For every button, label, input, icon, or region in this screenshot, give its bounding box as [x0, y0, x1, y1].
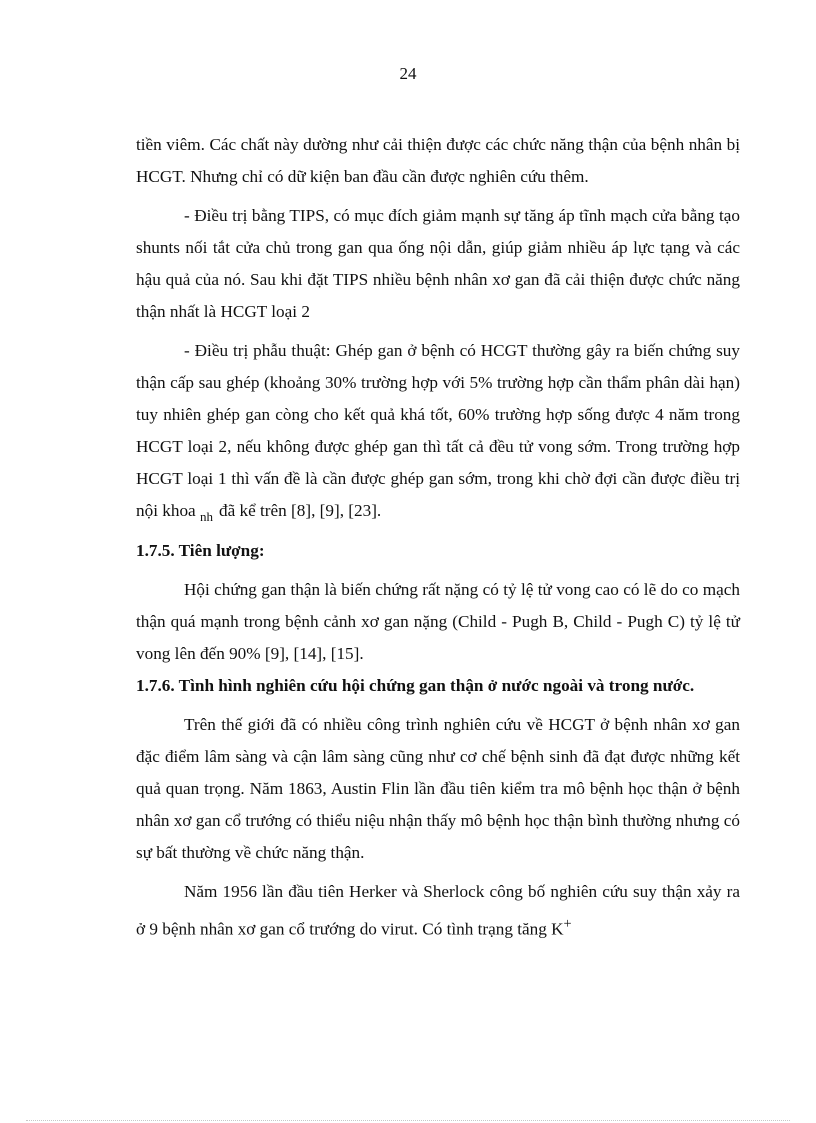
paragraph-world-research: Trên thế giới đã có nhiều công trình nghiên cứu về HCGT ở bệnh nhân xơ gan đặc điểm lâm sàng và cận lâm sàng cũng như cơ chế bệnh sinh đã đạt được những kết quả quan trọng. Năm 1863, Austin Flin lần đầu tiên kiểm tra mô bệnh học thận ở bệnh nhân xơ gan cổ trướng có thiểu niệu nhận thấy mô bệnh học thận bình thường nhưng có sự bất thường về chức năng thận. — [136, 715, 740, 862]
document-body — [136, 129, 740, 946]
paragraph-prognosis: Hội chứng gan thận là biến chứng rất nặng có tỷ lệ tử vong cao có lẽ do co mạch thận quá mạnh trong bệnh cảnh xơ gan nặng (Child - Pugh B, Child - Pugh C) tỷ lệ tử vong lên đến 90% [9], [14], [15]. — [136, 580, 740, 663]
surgery-text-tail: đã kể trên [8], [9], [23]. — [218, 501, 382, 520]
paragraph-tips: - Điều trị bằng TIPS, có mục đích giảm mạnh sự tăng áp tĩnh mạch cửa bằng tạo shunts nối tắt cửa chủ trong gan qua ống nội dẫn, giúp giảm nhiều áp lực tạng và các hậu quả của nó. Sau khi đặt TIPS nhiều bệnh nhân xơ gan đã cải thiện được chức năng thận nhất là HCGT loại 2 — [136, 206, 740, 321]
page-number: 24 — [399, 64, 417, 83]
subscript-fragment: nh — [199, 509, 213, 524]
surgery-text: - Điều trị phẫu thuật: Ghép gan ở bệnh có HCGT thường gây ra biến chứng suy thận cấp sau ghép (khoảng 30% trường hợp với 5% trường hợp cần thẩm phân dài hạn) tuy nhiên ghép gan còng cho kết quả khá tốt, 60% trường hợp sống được 4 năm trong HCGT loại 2, nếu không được ghép gan thì tất cả đều tử vong sớm. Trong trường hợp HCGT loại 1 thì vấn đề là cần được ghép gan sớm, trong khi chờ đợi cần được điều trị nội khoa — [136, 341, 740, 520]
bottom-divider — [26, 1120, 790, 1121]
superscript-plus: + — [563, 916, 572, 932]
section-heading-research: 1.7.6. Tình hình nghiên cứu hội chứng gan thận ở nước ngoài và trong nước. — [136, 676, 695, 695]
section-heading-prognosis: 1.7.5. Tiên lượng: — [136, 541, 265, 560]
paragraph-1956-study — [136, 876, 740, 946]
paragraph-continuation: tiền viêm. Các chất này dường như cải thiện được các chức năng thận của bệnh nhân bị HCGT. Nhưng chỉ có dữ kiện ban đầu cần được nghiên cứu thêm. — [136, 135, 740, 186]
study-text: Năm 1956 lần đầu tiên Herker và Sherlock công bố nghiên cứu suy thận xảy ra ở 9 bệnh nhân xơ gan cổ trướng do virut. Có tình trạng tăng K — [136, 882, 740, 939]
paragraph-surgery — [136, 335, 740, 528]
